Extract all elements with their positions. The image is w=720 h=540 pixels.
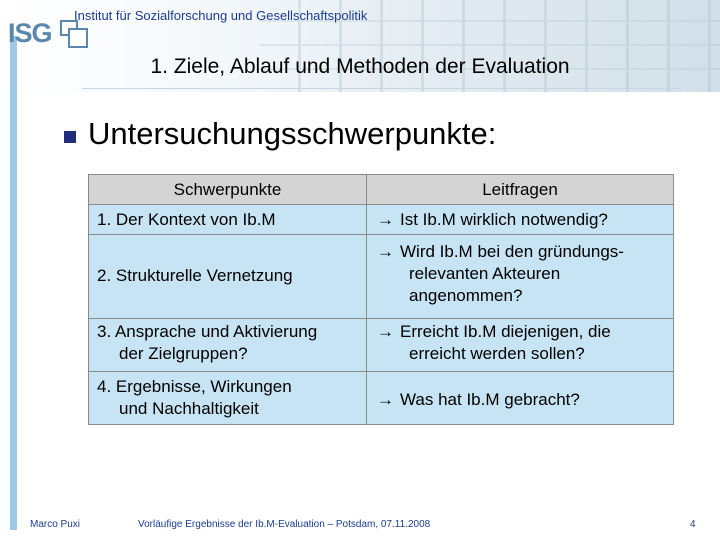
row-divider xyxy=(89,371,673,372)
row-divider xyxy=(89,318,673,319)
question-text: relevanten Akteuren xyxy=(409,264,561,283)
isg-logo xyxy=(8,16,78,50)
arrow-right-icon: → xyxy=(377,210,394,229)
footer-caption: Vorläufige Ergebnisse der Ib.M-Evaluation – Potsdam, 07.11.2008 xyxy=(138,519,431,530)
table-row xyxy=(377,389,671,411)
question-text: angenommen? xyxy=(409,286,523,305)
topics-table xyxy=(88,174,674,425)
table-header-cell: Leitfragen xyxy=(367,175,673,205)
logo-square-icon xyxy=(68,28,88,48)
logo-text: ISG xyxy=(8,18,52,48)
left-accent-bar xyxy=(10,36,17,530)
institute-name: Institut für Sozialforschung und Gesellschaftspolitik xyxy=(74,8,368,23)
arrow-right-icon: → xyxy=(377,390,394,409)
topic-text: und Nachhaltigkeit xyxy=(119,399,259,418)
table-row xyxy=(97,209,363,231)
slide-title: 1. Ziele, Ablauf und Methoden der Evaluation xyxy=(150,55,570,78)
table-row xyxy=(97,321,363,365)
arrow-right-icon: → xyxy=(377,242,394,261)
topic-text: 3. Ansprache und Aktivierung xyxy=(97,322,318,341)
section-heading: Untersuchungsschwerpunkte: xyxy=(88,116,497,151)
topic-text: 4. Ergebnisse, Wirkungen xyxy=(97,377,292,396)
arrow-right-icon: → xyxy=(377,322,394,341)
table-row xyxy=(97,265,363,287)
question-text: Wird Ib.M bei den gründungs- xyxy=(400,242,624,261)
table-row xyxy=(377,209,671,231)
table-row xyxy=(377,321,671,365)
title-divider xyxy=(82,88,682,89)
question-text: Erreicht Ib.M diejenigen, die xyxy=(400,322,611,341)
topic-text: 1. Der Kontext von Ib.M xyxy=(97,210,276,229)
question-text: Ist Ib.M wirklich notwendig? xyxy=(400,210,608,229)
topic-text: der Zielgruppen? xyxy=(119,344,248,363)
table-row xyxy=(377,241,671,307)
footer-author: Marco Puxi xyxy=(30,519,81,530)
question-text: Was hat Ib.M gebracht? xyxy=(400,390,580,409)
question-text: erreicht werden sollen? xyxy=(409,344,585,363)
table-row xyxy=(97,376,363,420)
page-number: 4 xyxy=(690,519,696,530)
row-divider xyxy=(89,234,673,235)
topic-text: 2. Strukturelle Vernetzung xyxy=(97,266,293,285)
bullet-icon xyxy=(64,131,76,143)
column-divider xyxy=(366,175,367,424)
table-header-cell: Schwerpunkte xyxy=(89,175,366,205)
